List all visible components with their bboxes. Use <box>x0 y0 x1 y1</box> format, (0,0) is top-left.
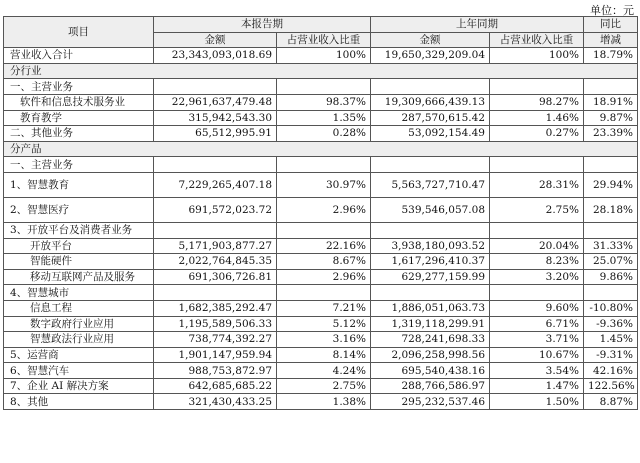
current-amount: 642,685,685.22 <box>154 378 277 394</box>
header-last-year-amount: 金额 <box>371 32 490 48</box>
yoy-change: -10.80% <box>584 300 638 316</box>
section-label: 分产品 <box>4 141 638 157</box>
last-year-ratio: 8.23% <box>490 254 584 270</box>
yoy-change: 29.94% <box>584 172 638 197</box>
current-ratio: 8.14% <box>277 347 371 363</box>
table-row <box>4 363 638 379</box>
current-amount: 691,572,023.72 <box>154 197 277 222</box>
row-label: 移动互联网产品及服务 <box>4 269 154 285</box>
table-row <box>4 394 638 410</box>
row-label: 一、主营业务 <box>4 79 154 95</box>
row-label: 一、主营业务 <box>4 157 154 173</box>
current-ratio: 30.97% <box>277 172 371 197</box>
table-row <box>4 157 638 173</box>
current-amount: 5,171,903,877.27 <box>154 238 277 254</box>
last-year-amount: 1,319,118,299.91 <box>371 316 490 332</box>
yoy-change: -9.31% <box>584 347 638 363</box>
last-year-amount: 1,617,296,410.37 <box>371 254 490 270</box>
row-label: 智慧政法行业应用 <box>4 332 154 348</box>
last-year-amount: 2,096,258,998.56 <box>371 347 490 363</box>
last-year-ratio: 0.27% <box>490 126 584 142</box>
last-year-amount: 19,650,329,209.04 <box>371 48 490 64</box>
yoy-change: -9.36% <box>584 316 638 332</box>
current-ratio: 0.28% <box>277 126 371 142</box>
row-label: 6、智慧汽车 <box>4 363 154 379</box>
current-ratio: 7.21% <box>277 300 371 316</box>
row-label: 信息工程 <box>4 300 154 316</box>
table-row <box>4 197 638 222</box>
current-ratio: 22.16% <box>277 238 371 254</box>
row-label: 软件和信息技术服务业 <box>4 94 154 110</box>
row-label: 1、智慧教育 <box>4 172 154 197</box>
row-label: 营业收入合计 <box>4 48 154 64</box>
row-label: 4、智慧城市 <box>4 285 154 301</box>
last-year-amount: 539,546,057.08 <box>371 197 490 222</box>
yoy-change: 1.45% <box>584 332 638 348</box>
current-amount: 23,343,093,018.69 <box>154 48 277 64</box>
unit-label: 单位：元 <box>590 4 634 17</box>
header-yoy-line1: 同比 <box>584 17 638 33</box>
last-year-ratio: 98.27% <box>490 94 584 110</box>
last-year-ratio: 20.04% <box>490 238 584 254</box>
table-row <box>4 141 638 157</box>
last-year-ratio: 6.71% <box>490 316 584 332</box>
last-year-amount: 3,938,180,093.52 <box>371 238 490 254</box>
last-year-amount: 19,309,666,439.13 <box>371 94 490 110</box>
last-year-ratio: 1.46% <box>490 110 584 126</box>
yoy-change: 42.16% <box>584 363 638 379</box>
current-amount: 22,961,637,479.48 <box>154 94 277 110</box>
section-label: 分行业 <box>4 63 638 79</box>
header-item: 项目 <box>4 17 154 48</box>
last-year-amount: 728,241,698.33 <box>371 332 490 348</box>
current-amount: 1,901,147,959.94 <box>154 347 277 363</box>
last-year-ratio: 10.67% <box>490 347 584 363</box>
table-row <box>4 63 638 79</box>
last-year-ratio: 3.20% <box>490 269 584 285</box>
last-year-ratio: 3.71% <box>490 332 584 348</box>
current-ratio: 2.75% <box>277 378 371 394</box>
yoy-change: 31.33% <box>584 238 638 254</box>
last-year-ratio: 9.60% <box>490 300 584 316</box>
current-ratio: 8.67% <box>277 254 371 270</box>
table-row <box>4 347 638 363</box>
last-year-amount: 695,540,438.16 <box>371 363 490 379</box>
header-last-year: 上年同期 <box>371 17 584 33</box>
current-amount: 321,430,433.25 <box>154 394 277 410</box>
header-yoy-line2: 增减 <box>584 32 638 48</box>
table-row <box>4 254 638 270</box>
table-row <box>4 332 638 348</box>
header-current-ratio: 占营业收入比重 <box>277 32 371 48</box>
revenue-breakdown-table <box>3 16 638 410</box>
current-amount: 7,229,265,407.18 <box>154 172 277 197</box>
row-label: 7、企业 AI 解决方案 <box>4 378 154 394</box>
yoy-change: 28.18% <box>584 197 638 222</box>
last-year-amount: 1,886,051,063.73 <box>371 300 490 316</box>
current-ratio: 2.96% <box>277 269 371 285</box>
table-row <box>4 172 638 197</box>
row-label: 教育教学 <box>4 110 154 126</box>
row-label: 数字政府行业应用 <box>4 316 154 332</box>
table-row <box>4 79 638 95</box>
last-year-ratio: 3.54% <box>490 363 584 379</box>
yoy-change: 18.79% <box>584 48 638 64</box>
table-row <box>4 110 638 126</box>
yoy-change: 122.56% <box>584 378 638 394</box>
table-row <box>4 316 638 332</box>
yoy-change: 9.87% <box>584 110 638 126</box>
last-year-ratio: 1.47% <box>490 378 584 394</box>
yoy-change: 8.87% <box>584 394 638 410</box>
row-label: 3、开放平台及消费者业务 <box>4 222 154 238</box>
table-row <box>4 94 638 110</box>
current-amount: 738,774,392.27 <box>154 332 277 348</box>
row-label: 8、其他 <box>4 394 154 410</box>
current-ratio: 98.37% <box>277 94 371 110</box>
last-year-amount: 295,232,537.46 <box>371 394 490 410</box>
table-row <box>4 269 638 285</box>
last-year-amount: 53,092,154.49 <box>371 126 490 142</box>
last-year-ratio: 28.31% <box>490 172 584 197</box>
table-row <box>4 222 638 238</box>
yoy-change: 25.07% <box>584 254 638 270</box>
current-amount: 65,512,995.91 <box>154 126 277 142</box>
row-label: 二、其他业务 <box>4 126 154 142</box>
last-year-amount: 287,570,615.42 <box>371 110 490 126</box>
yoy-change: 23.39% <box>584 126 638 142</box>
current-ratio: 5.12% <box>277 316 371 332</box>
current-ratio: 3.16% <box>277 332 371 348</box>
header-last-year-ratio: 占营业收入比重 <box>490 32 584 48</box>
header-current-period: 本报告期 <box>154 17 371 33</box>
current-amount: 2,022,764,845.35 <box>154 254 277 270</box>
table-row <box>4 238 638 254</box>
header-current-amount: 金额 <box>154 32 277 48</box>
current-ratio: 1.38% <box>277 394 371 410</box>
current-ratio: 1.35% <box>277 110 371 126</box>
last-year-amount: 288,766,586.97 <box>371 378 490 394</box>
last-year-ratio: 100% <box>490 48 584 64</box>
current-ratio: 2.96% <box>277 197 371 222</box>
current-amount: 1,682,385,292.47 <box>154 300 277 316</box>
yoy-change: 9.86% <box>584 269 638 285</box>
table-row <box>4 126 638 142</box>
yoy-change: 18.91% <box>584 94 638 110</box>
row-label: 开放平台 <box>4 238 154 254</box>
current-ratio: 4.24% <box>277 363 371 379</box>
current-amount: 1,195,589,506.33 <box>154 316 277 332</box>
current-ratio: 100% <box>277 48 371 64</box>
current-amount: 315,942,543.30 <box>154 110 277 126</box>
current-amount: 988,753,872.97 <box>154 363 277 379</box>
current-amount: 691,306,726.81 <box>154 269 277 285</box>
row-label: 5、运营商 <box>4 347 154 363</box>
table-row <box>4 378 638 394</box>
row-label: 2、智慧医疗 <box>4 197 154 222</box>
table-row <box>4 48 638 64</box>
last-year-amount: 629,277,159.99 <box>371 269 490 285</box>
table-row <box>4 300 638 316</box>
last-year-ratio: 2.75% <box>490 197 584 222</box>
table-row <box>4 285 638 301</box>
last-year-ratio: 1.50% <box>490 394 584 410</box>
row-label: 智能硬件 <box>4 254 154 270</box>
last-year-amount: 5,563,727,710.47 <box>371 172 490 197</box>
